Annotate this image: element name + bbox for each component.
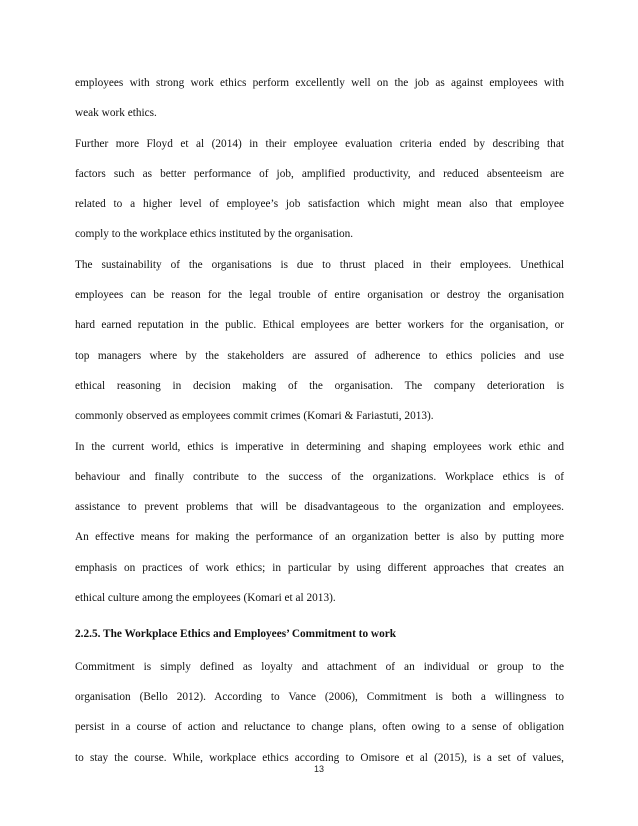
text-line: top managers where by the stakeholders are assured of adherence to ethics policies and use [75, 349, 564, 362]
text-line: organisation (Bello 2012). According to Vance (2006), Commitment is both a willingness to [75, 690, 564, 703]
text-line: The sustainability of the organisations is due to thrust placed in their employees. Unethical [75, 258, 564, 271]
text-line: hard earned reputation in the public. Ethical employees are better workers for the organisation, or [75, 319, 564, 332]
page-number: 13 [313, 764, 324, 774]
text-line: comply to the workplace ethics instituted by the organisation. [75, 228, 354, 241]
text-line: An effective means for making the performance of an organization better is also by putting more [75, 531, 564, 544]
text-line: related to a higher level of employee’s job satisfaction which might mean also that employee [75, 198, 564, 211]
text-line: In the current world, ethics is imperative in determining and shaping employees work ethic and [75, 440, 564, 453]
text-line: factors such as better performance of job, amplified productivity, and reduced absenteeism are [75, 167, 564, 180]
document-page [75, 68, 564, 773]
text-line: Further more Floyd et al (2014) in their employee evaluation criteria ended by describing that [75, 137, 564, 150]
text-line: persist in a course of action and reluctance to change plans, often owing to a sense of obligation [75, 721, 564, 734]
text-line: behaviour and finally contribute to the success of the organizations. Workplace ethics is of [75, 470, 564, 483]
text-line: ethical culture among the employees (Komari et al 2013). [75, 592, 336, 605]
text-line: commonly observed as employees commit crimes (Komari & Fariastuti, 2013). [75, 410, 434, 423]
body-text-block-2 [75, 652, 564, 773]
text-line: employees with strong work ethics perform excellently well on the job as against employees with [75, 77, 564, 89]
text-line: emphasis on practices of work ethics; in particular by using different approaches that creates an [75, 561, 564, 574]
text-line: weak work ethics. [75, 107, 157, 120]
text-line: to stay the course. While, workplace ethics according to Omisore et al (2015), is a set of values, [75, 751, 564, 764]
text-line: employees can be reason for the legal trouble of entire organisation or destroy the organisation [75, 289, 564, 302]
text-line: assistance to prevent problems that will be disadvantageous to the organization and employees. [75, 501, 564, 514]
text-line: ethical reasoning in decision making of the organisation. The company deterioration is [75, 379, 564, 392]
text-line: Commitment is simply defined as loyalty and attachment of an individual or group to the [75, 660, 564, 673]
body-text-block-1 [75, 68, 564, 613]
section-heading: 2.2.5. The Workplace Ethics and Employees’ Commitment to work [75, 628, 397, 641]
